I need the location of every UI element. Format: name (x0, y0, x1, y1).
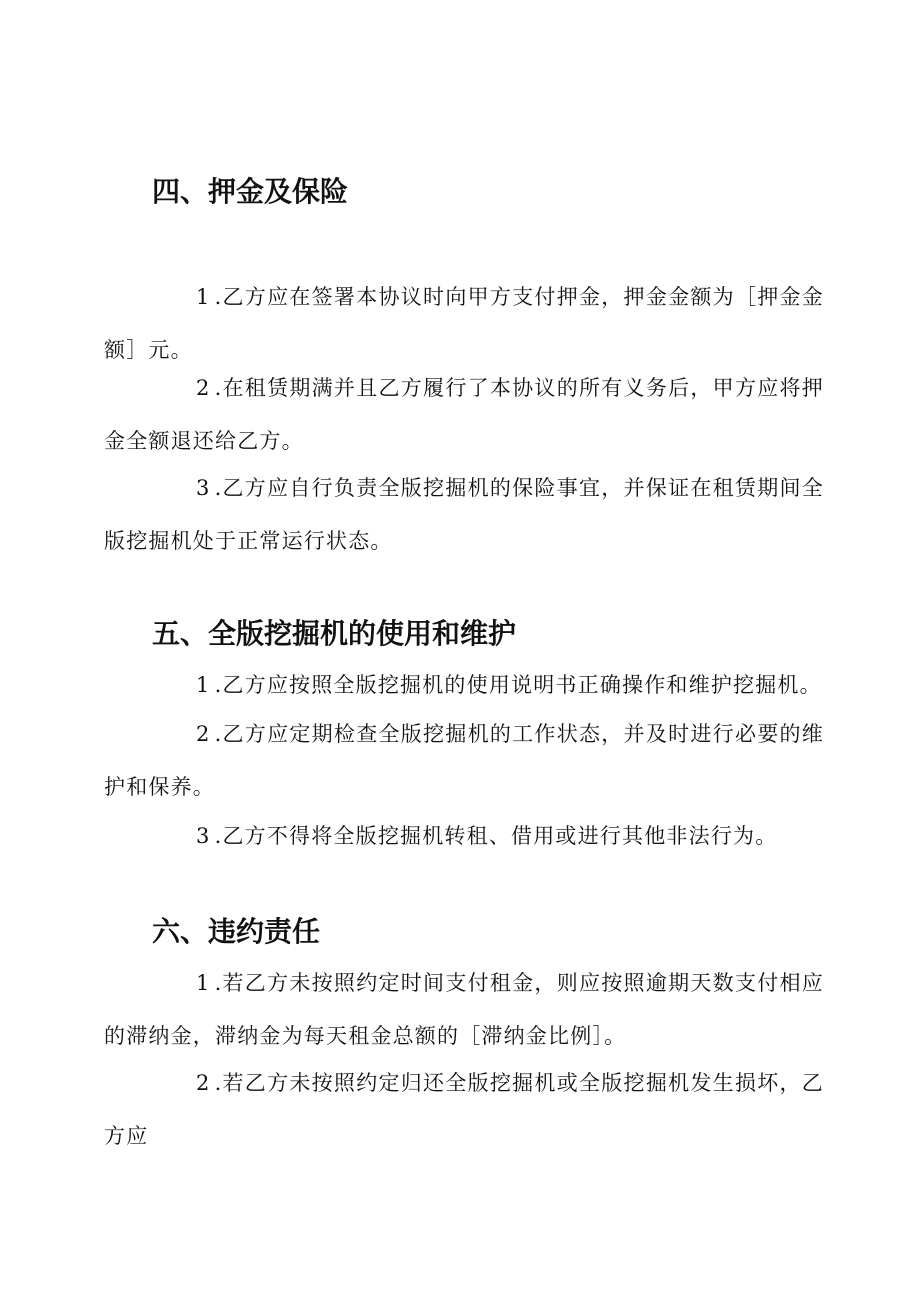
clause-text: .乙方应在签署本协议时向甲方支付押金，押金金额为［押金金额］元。 (104, 285, 824, 362)
clause-number: 1 (196, 971, 211, 995)
clause-number: 1 (196, 285, 211, 309)
clause-text: .乙方应定期检查全版挖掘机的工作状态，并及时进行必要的维护和保养。 (104, 722, 824, 799)
clause-6-1 (104, 957, 824, 1063)
clause-number: 3 (196, 824, 211, 848)
clause-text: .乙方应自行负责全版挖掘机的保险事宜，并保证在租赁期间全版挖掘机处于正常运行状态。 (104, 476, 824, 553)
clause-number: 2 (196, 1071, 211, 1095)
clause-text: .乙方应按照全版挖掘机的使用说明书正确操作和维护挖掘机。 (214, 673, 822, 697)
clause-6-2 (104, 1057, 824, 1163)
clause-text: .若乙方未按照约定时间支付租金，则应按照逾期天数支付相应的滞纳金，滞纳金为每天租金总额的［滞纳金比例］。 (104, 971, 824, 1048)
clause-5-2 (104, 708, 824, 814)
clause-4-2 (104, 362, 824, 468)
clause-5-3 (104, 810, 824, 863)
clause-4-3 (104, 462, 824, 568)
clause-5-1 (104, 659, 824, 712)
section-heading-breach-liability: 六、违约责任 (152, 915, 321, 948)
clause-text: .乙方不得将全版挖掘机转租、借用或进行其他非法行为。 (214, 824, 778, 848)
section-heading-use-maintenance: 五、全版挖掘机的使用和维护 (152, 617, 517, 650)
clause-number: 2 (196, 722, 211, 746)
clause-number: 1 (196, 673, 211, 697)
clause-number: 3 (196, 476, 211, 500)
clause-text: .在租赁期满并且乙方履行了本协议的所有义务后，甲方应将押金全额退还给乙方。 (104, 376, 824, 453)
clause-number: 2 (196, 376, 211, 400)
clause-text: .若乙方未按照约定归还全版挖掘机或全版挖掘机发生损坏，乙方应 (104, 1071, 824, 1148)
section-heading-deposit-insurance: 四、押金及保险 (152, 175, 349, 208)
